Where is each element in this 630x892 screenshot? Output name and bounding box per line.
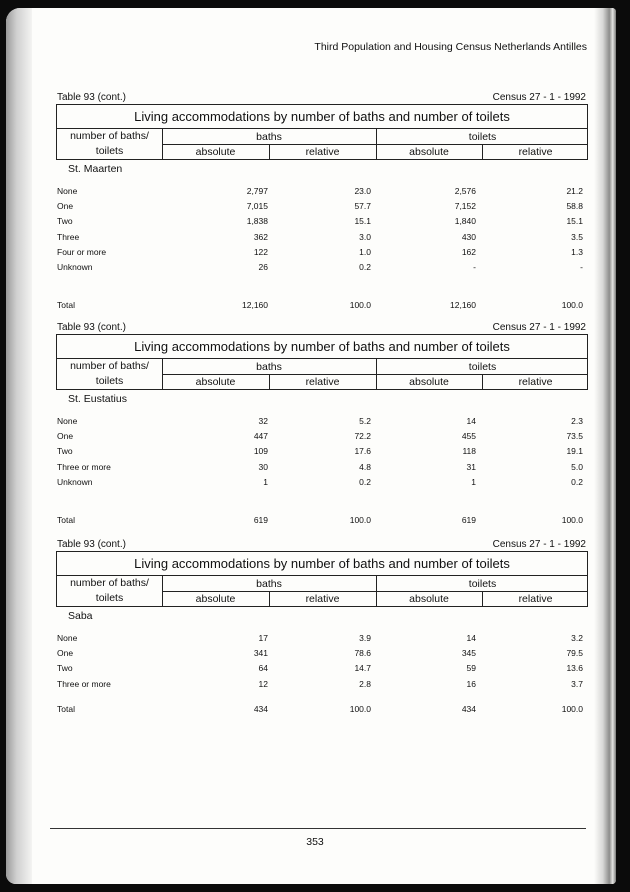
row-header-line2: toilets bbox=[95, 145, 124, 157]
toilets-relative: 0.2 bbox=[571, 476, 583, 487]
toilets-absolute: 162 bbox=[461, 246, 476, 257]
census-date: Census 27 - 1 - 1992 bbox=[492, 539, 586, 550]
baths-relative: 3.0 bbox=[359, 231, 371, 242]
toilets-absolute: 118 bbox=[462, 446, 476, 457]
group-header-toilets: toilets bbox=[468, 578, 497, 590]
toilets-relative: - bbox=[580, 262, 583, 272]
toilets-relative: 3.2 bbox=[571, 633, 583, 643]
baths-relative: 14.7 bbox=[354, 663, 371, 674]
group-header-baths: baths bbox=[256, 578, 282, 590]
row-label: Three bbox=[57, 231, 80, 242]
census-date: Census 27 - 1 - 1992 bbox=[492, 92, 586, 103]
table-header-box bbox=[56, 104, 588, 160]
sub-header-baths-relative: relative bbox=[305, 376, 340, 388]
table-row bbox=[57, 648, 587, 660]
sub-header-toilets-absolute: absolute bbox=[409, 593, 449, 605]
table-row bbox=[57, 232, 587, 244]
sub-header-toilets-relative: relative bbox=[518, 376, 553, 388]
toilets-absolute: 1,840 bbox=[454, 216, 476, 227]
table-row bbox=[57, 679, 587, 691]
table-caption: Table 93 (cont.) bbox=[57, 539, 126, 550]
toilets-relative: 21.2 bbox=[566, 186, 583, 196]
table-header-box bbox=[56, 334, 588, 390]
toilets-absolute: - bbox=[473, 262, 476, 272]
book-gutter-shadow bbox=[6, 8, 32, 884]
toilets-relative: 13.6 bbox=[566, 663, 583, 674]
sub-header-baths-absolute: absolute bbox=[195, 146, 236, 158]
row-label: Three or more bbox=[57, 678, 111, 689]
table-row bbox=[57, 446, 587, 458]
table-row bbox=[57, 416, 587, 428]
row-label: Two bbox=[57, 446, 73, 457]
toilets-relative: 58.8 bbox=[566, 201, 583, 212]
total-toilets-relative: 100.0 bbox=[561, 514, 583, 525]
total-label: Total bbox=[57, 703, 75, 714]
sub-header-toilets-absolute: absolute bbox=[409, 376, 449, 388]
baths-absolute: 17 bbox=[258, 633, 268, 643]
divider bbox=[162, 591, 587, 592]
baths-relative: 57.7 bbox=[354, 201, 371, 212]
sub-header-baths-absolute: absolute bbox=[195, 376, 236, 388]
sub-header-toilets-relative: relative bbox=[518, 146, 553, 158]
sub-header-baths-relative: relative bbox=[305, 593, 340, 605]
row-label: One bbox=[57, 648, 74, 659]
total-baths-absolute: 619 bbox=[253, 514, 268, 525]
total-label: Total bbox=[57, 514, 75, 525]
row-label: None bbox=[57, 186, 78, 196]
toilets-absolute: 16 bbox=[466, 678, 476, 689]
table-row bbox=[57, 663, 587, 675]
total-baths-absolute: 434 bbox=[253, 703, 268, 714]
baths-relative: 78.6 bbox=[354, 648, 371, 659]
running-head: Third Population and Housing Census Netherlands Antilles bbox=[314, 41, 587, 53]
table-caption: Table 93 (cont.) bbox=[57, 92, 126, 103]
baths-absolute: 7,015 bbox=[246, 201, 268, 212]
toilets-relative: 19.1 bbox=[566, 446, 583, 457]
table-row bbox=[57, 477, 587, 489]
baths-absolute: 30 bbox=[258, 461, 268, 472]
total-toilets-absolute: 12,160 bbox=[450, 300, 476, 310]
sub-header-baths-absolute: absolute bbox=[195, 593, 236, 605]
group-header-toilets: toilets bbox=[468, 361, 497, 373]
row-label: None bbox=[57, 633, 78, 643]
total-baths-relative: 100.0 bbox=[349, 300, 371, 310]
table-row bbox=[57, 247, 587, 259]
baths-relative: 0.2 bbox=[359, 262, 371, 272]
baths-absolute: 447 bbox=[253, 431, 268, 442]
row-header-line1: number of baths/ bbox=[70, 130, 149, 142]
toilets-absolute: 430 bbox=[461, 231, 476, 242]
toilets-absolute: 345 bbox=[461, 648, 476, 659]
divider bbox=[162, 374, 587, 375]
baths-relative: 15.1 bbox=[354, 216, 371, 227]
table-row bbox=[57, 462, 587, 474]
table-total-row bbox=[57, 704, 587, 716]
row-label: Unknown bbox=[57, 262, 93, 272]
total-toilets-relative: 100.0 bbox=[561, 703, 583, 714]
baths-absolute: 362 bbox=[253, 231, 268, 242]
divider bbox=[162, 144, 587, 145]
baths-relative: 4.8 bbox=[359, 461, 371, 472]
baths-relative: 5.2 bbox=[359, 416, 371, 426]
row-label: Two bbox=[57, 216, 73, 227]
row-label: One bbox=[57, 201, 74, 212]
baths-absolute: 122 bbox=[253, 246, 268, 257]
toilets-absolute: 14 bbox=[466, 416, 476, 426]
table-row bbox=[57, 633, 587, 645]
row-header-line1: number of baths/ bbox=[70, 360, 149, 372]
table-total-row bbox=[57, 300, 587, 312]
row-header-line1: number of baths/ bbox=[70, 577, 149, 589]
row-header-line2: toilets bbox=[95, 592, 124, 604]
total-toilets-absolute: 434 bbox=[461, 703, 476, 714]
table-row bbox=[57, 262, 587, 274]
baths-relative: 17.6 bbox=[354, 446, 371, 457]
table-row bbox=[57, 186, 587, 198]
baths-absolute: 64 bbox=[258, 663, 268, 674]
baths-absolute: 109 bbox=[253, 446, 268, 457]
table-row bbox=[57, 216, 587, 228]
toilets-absolute: 2,576 bbox=[454, 186, 476, 196]
baths-absolute: 12 bbox=[258, 678, 268, 689]
sub-header-toilets-relative: relative bbox=[518, 593, 553, 605]
toilets-absolute: 7,152 bbox=[454, 201, 476, 212]
toilets-relative: 15.1 bbox=[566, 216, 583, 227]
table-title: Living accommodations by number of baths and number of toilets bbox=[57, 552, 587, 576]
baths-relative: 1.0 bbox=[359, 246, 371, 257]
sub-header-baths-relative: relative bbox=[305, 146, 340, 158]
row-label: One bbox=[57, 431, 74, 442]
table-caption: Table 93 (cont.) bbox=[57, 322, 126, 333]
baths-absolute: 341 bbox=[253, 648, 268, 659]
baths-relative: 3.9 bbox=[359, 633, 371, 643]
baths-relative: 2.8 bbox=[359, 678, 371, 689]
toilets-relative: 3.7 bbox=[571, 678, 583, 689]
total-baths-relative: 100.0 bbox=[349, 514, 371, 525]
total-label: Total bbox=[57, 300, 75, 310]
sub-header-toilets-absolute: absolute bbox=[409, 146, 449, 158]
total-toilets-absolute: 619 bbox=[461, 514, 476, 525]
table-title: Living accommodations by number of baths and number of toilets bbox=[57, 105, 587, 129]
region-label: St. Maarten bbox=[68, 163, 123, 175]
table-row bbox=[57, 431, 587, 443]
group-header-toilets: toilets bbox=[468, 131, 497, 143]
row-label: Two bbox=[57, 663, 73, 674]
footer-rule bbox=[50, 828, 586, 829]
baths-relative: 0.2 bbox=[359, 476, 371, 487]
baths-absolute: 26 bbox=[258, 262, 268, 272]
census-date: Census 27 - 1 - 1992 bbox=[492, 322, 586, 333]
toilets-relative: 1.3 bbox=[571, 246, 583, 257]
table-title: Living accommodations by number of baths and number of toilets bbox=[57, 335, 587, 359]
total-toilets-relative: 100.0 bbox=[561, 300, 583, 310]
group-header-baths: baths bbox=[256, 131, 282, 143]
baths-absolute: 1 bbox=[263, 476, 268, 487]
page-edge-shadow bbox=[594, 8, 616, 884]
region-label: Saba bbox=[68, 610, 93, 622]
region-label: St. Eustatius bbox=[68, 393, 127, 405]
toilets-relative: 2.3 bbox=[571, 416, 583, 426]
row-label: None bbox=[57, 416, 78, 426]
toilets-absolute: 14 bbox=[466, 633, 476, 643]
baths-absolute: 1,838 bbox=[246, 216, 268, 227]
toilets-relative: 79.5 bbox=[566, 648, 583, 659]
toilets-absolute: 59 bbox=[466, 663, 476, 674]
toilets-absolute: 455 bbox=[461, 431, 476, 442]
baths-relative: 23.0 bbox=[354, 186, 371, 196]
row-label: Three or more bbox=[57, 461, 111, 472]
toilets-relative: 5.0 bbox=[571, 461, 583, 472]
total-baths-relative: 100.0 bbox=[349, 703, 371, 714]
toilets-relative: 3.5 bbox=[571, 231, 583, 242]
table-header-box bbox=[56, 551, 588, 607]
row-label: Four or more bbox=[57, 246, 107, 257]
total-baths-absolute: 12,160 bbox=[242, 300, 268, 310]
baths-absolute: 2,797 bbox=[246, 186, 268, 196]
row-label: Unknown bbox=[57, 476, 93, 487]
toilets-absolute: 1 bbox=[471, 476, 476, 487]
table-total-row bbox=[57, 515, 587, 527]
toilets-relative: 73.5 bbox=[566, 431, 583, 442]
baths-absolute: 32 bbox=[258, 416, 268, 426]
row-header-line2: toilets bbox=[95, 375, 124, 387]
baths-relative: 72.2 bbox=[354, 431, 371, 442]
toilets-absolute: 31 bbox=[466, 461, 476, 472]
table-row bbox=[57, 201, 587, 213]
page-number: 353 bbox=[306, 836, 324, 848]
group-header-baths: baths bbox=[256, 361, 282, 373]
